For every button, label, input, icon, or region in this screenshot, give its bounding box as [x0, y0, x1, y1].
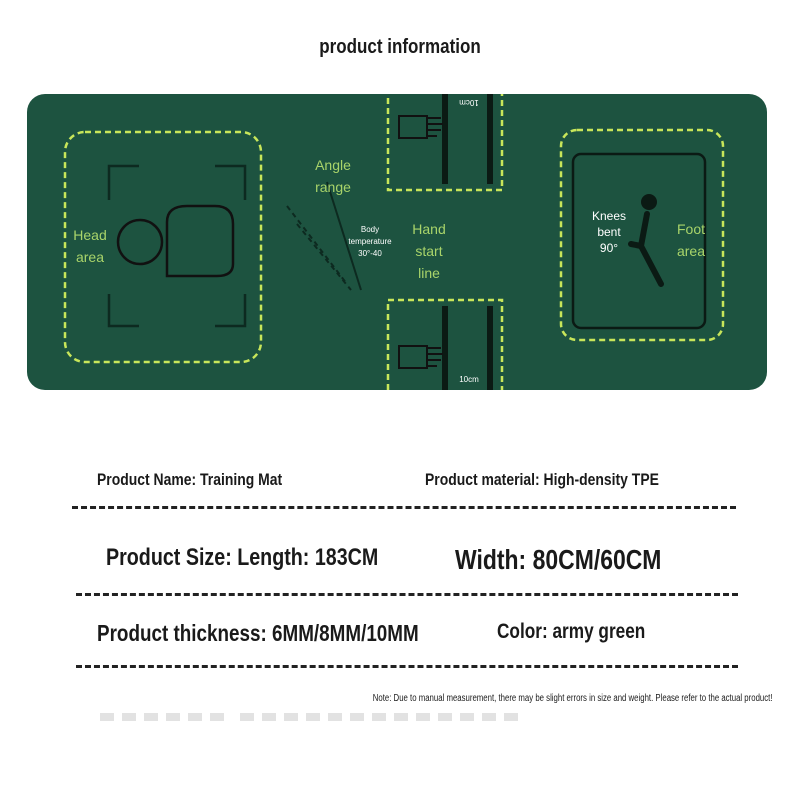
body-temperature-label: Body temperature 30°-40	[348, 225, 392, 258]
divider-2	[76, 593, 738, 596]
foot-area-label: Foot area	[676, 221, 706, 259]
product-color: Color: army green	[497, 620, 646, 643]
knees-bent-label: Knees bent 90°	[591, 209, 627, 255]
product-size: Product Size: Length: 183CM	[106, 544, 379, 571]
head-outline-icon	[118, 206, 233, 276]
measurement-note: Note: Due to manual measurement, there may be slight errors in size and weight. Please refer to the actual product!	[372, 693, 772, 704]
faded-text-artifact-1	[100, 713, 230, 721]
divider-1	[72, 506, 736, 509]
ruler-bottom-label: 10cm	[459, 375, 479, 384]
hand-icon-bottom	[399, 346, 443, 368]
hand-top-line-left	[442, 94, 448, 184]
head-area-label: Head area	[73, 227, 107, 265]
hand-bottom-line-right	[487, 306, 493, 390]
ruler-top-label: 10cm	[459, 98, 479, 107]
product-name: Product Name: Training Mat	[97, 470, 283, 489]
page-title: product information	[319, 36, 481, 58]
hand-start-line-label: Hand start line	[412, 221, 446, 281]
hand-icon-top	[399, 116, 443, 138]
divider-3	[76, 665, 738, 668]
training-mat-illustration	[27, 94, 767, 390]
product-material: Product material: High-density TPE	[425, 470, 659, 489]
angle-range-label: Angle range	[315, 157, 351, 195]
hand-bottom-line-left	[442, 306, 448, 390]
product-thickness: Product thickness: 6MM/8MM/10MM	[97, 620, 419, 646]
kneeling-person-icon	[631, 194, 661, 284]
product-width: Width: 80CM/60CM	[455, 544, 662, 575]
head-corner-marks	[109, 166, 245, 326]
faded-text-artifact-2	[240, 713, 520, 721]
hand-top-line-right	[487, 94, 493, 184]
